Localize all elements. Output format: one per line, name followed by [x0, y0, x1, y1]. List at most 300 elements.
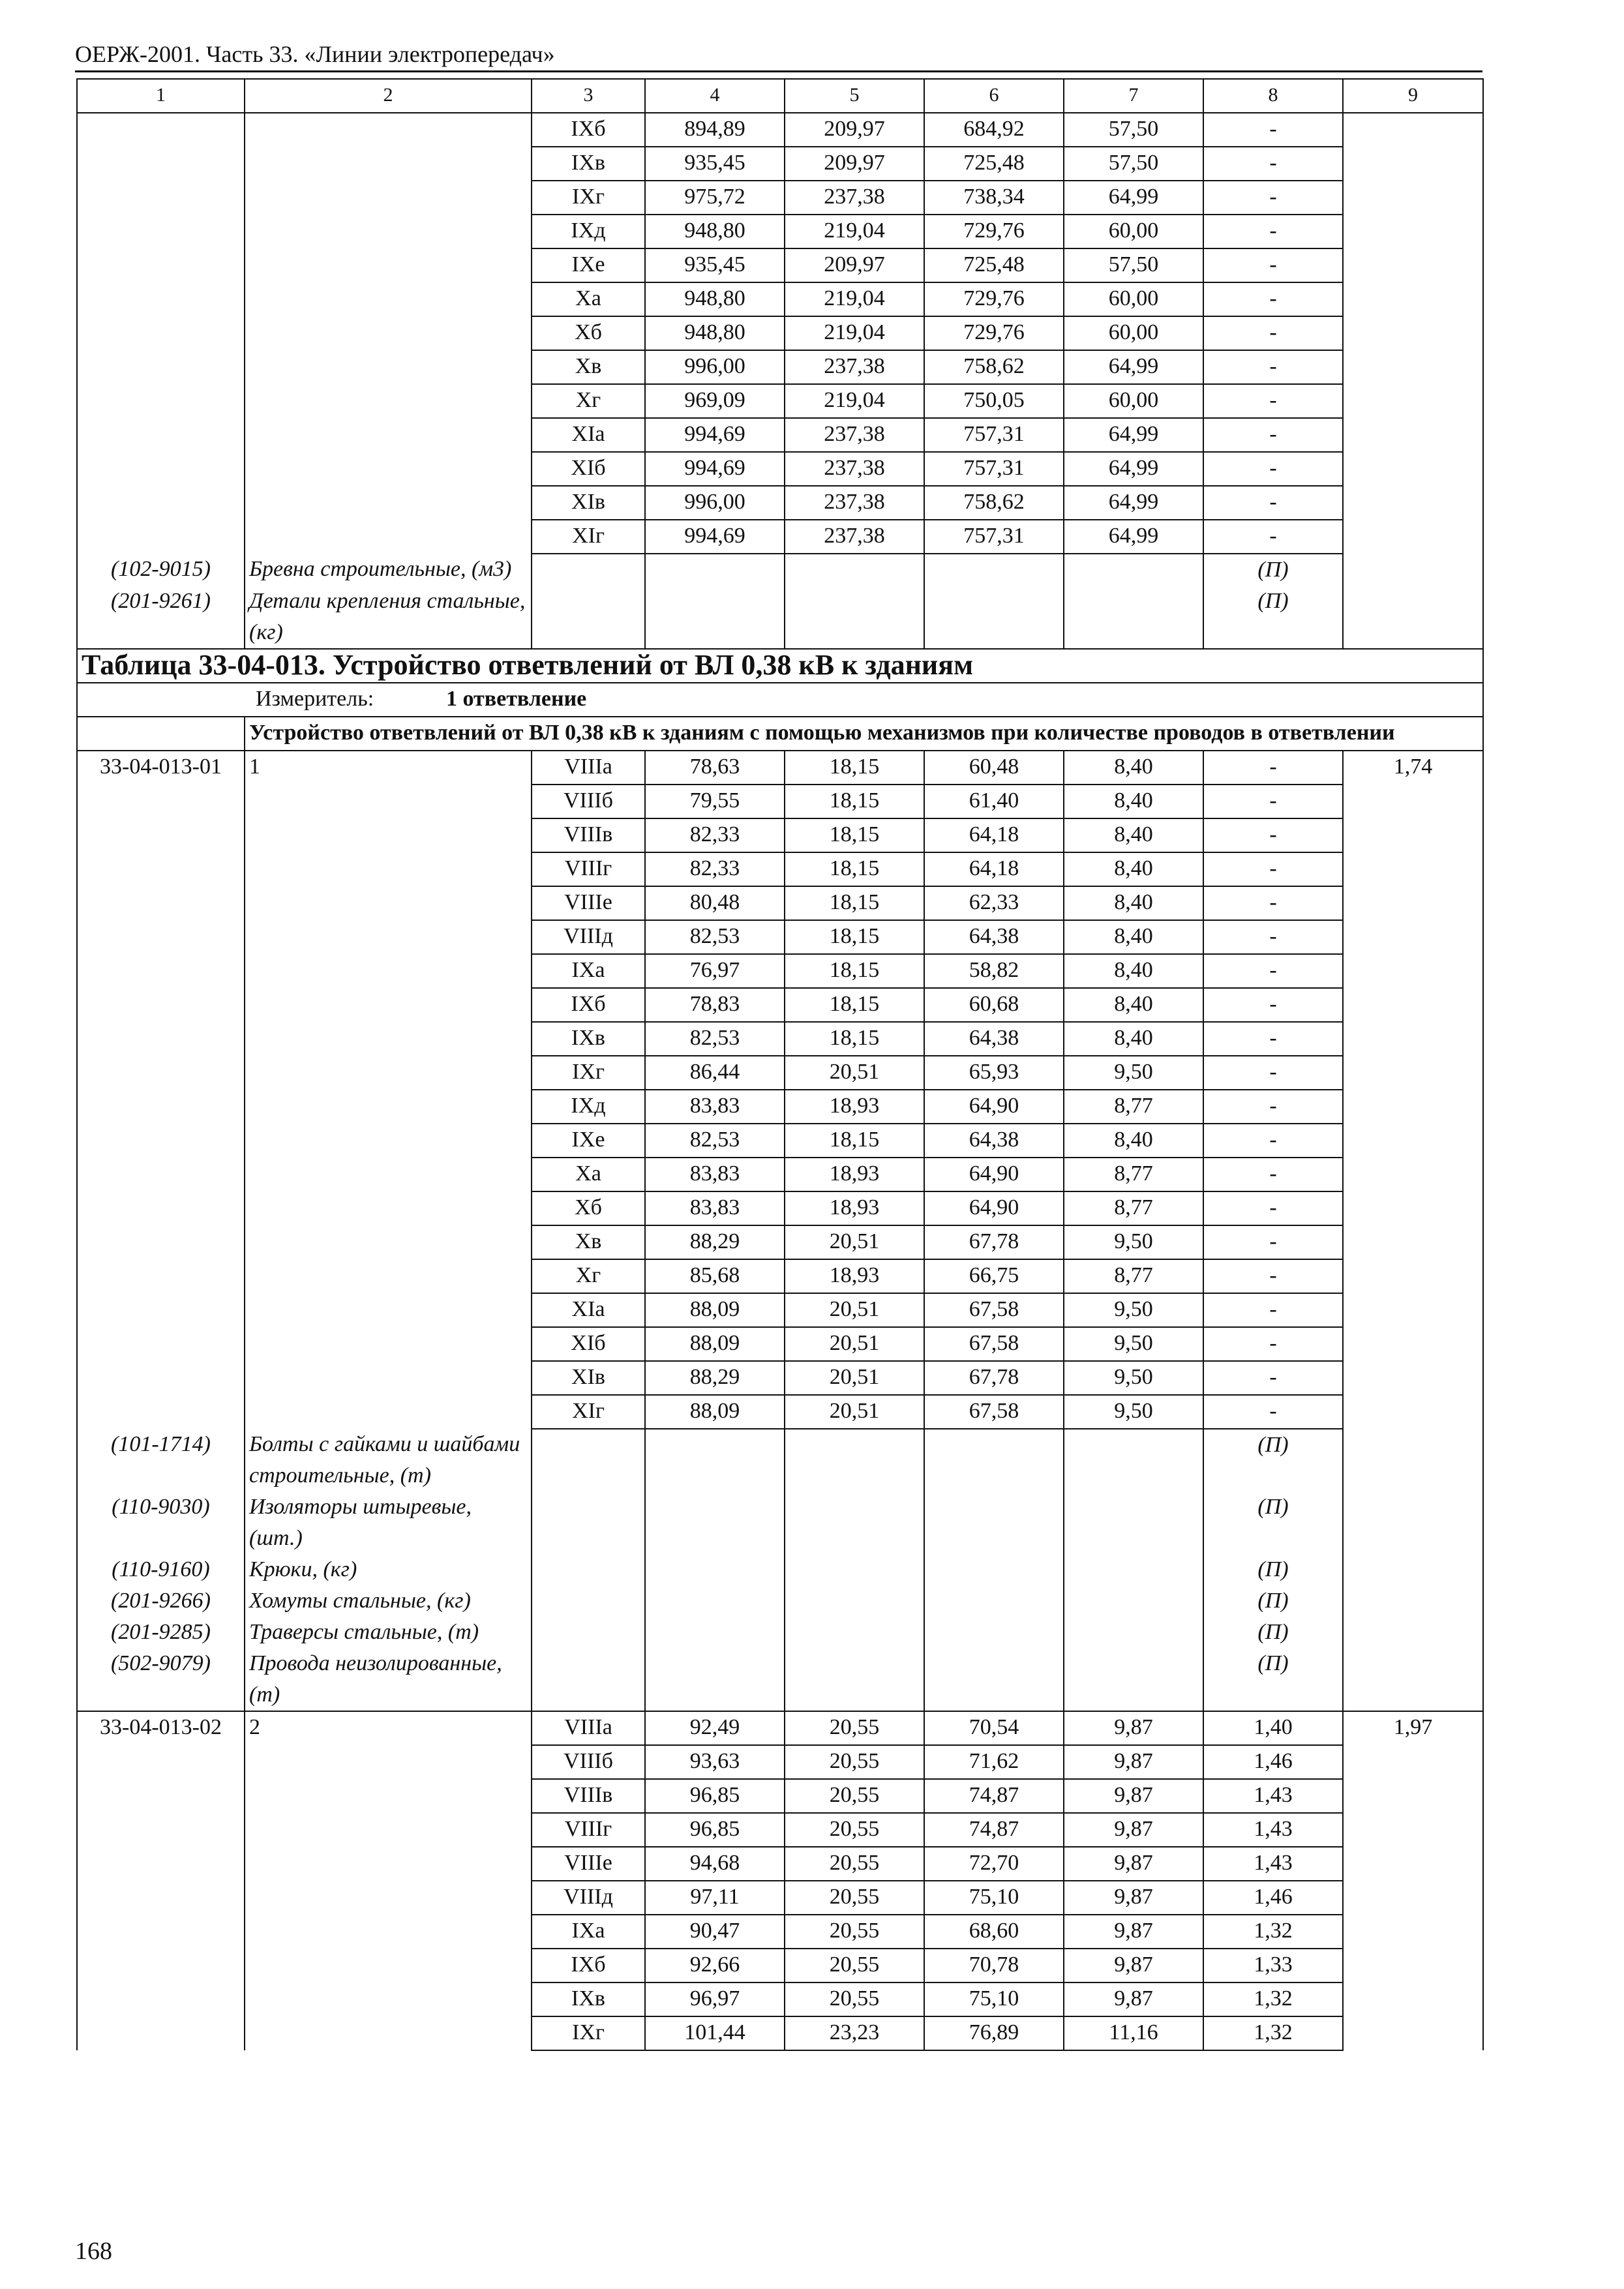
- empty-cell: [245, 1779, 532, 1813]
- region-code: XIг: [532, 520, 645, 554]
- machinists-wages: 9,87: [1064, 1779, 1203, 1813]
- col-header-3: 3: [532, 79, 645, 113]
- materials: -: [1203, 785, 1343, 818]
- materials: -: [1203, 1056, 1343, 1090]
- empty-cell: [1343, 1056, 1483, 1090]
- machines: 750,05: [924, 384, 1064, 418]
- empty-cell: [924, 554, 1064, 586]
- empty-cell: [1343, 920, 1483, 954]
- materials: -: [1203, 486, 1343, 520]
- empty-cell: [245, 215, 532, 248]
- resource-mark: (П): [1203, 1491, 1343, 1554]
- region-code: VIIIг: [532, 1813, 645, 1847]
- region-code: Xв: [532, 350, 645, 384]
- machines: 757,31: [924, 520, 1064, 554]
- machinists-wages: 9,50: [1064, 1361, 1203, 1395]
- resource-code: (201-9261): [77, 586, 245, 649]
- machinists-wages: 8,40: [1064, 954, 1203, 988]
- empty-cell: [1343, 1429, 1483, 1491]
- table-row: [77, 2016, 1483, 2050]
- region-code: XIг: [532, 1395, 645, 1429]
- resource-code: (201-9285): [77, 1617, 245, 1648]
- empty-cell: [1343, 2016, 1483, 2050]
- empty-cell: [924, 1554, 1064, 1585]
- wages: 219,04: [785, 282, 924, 316]
- machines: 61,40: [924, 785, 1064, 818]
- empty-cell: [924, 586, 1064, 649]
- resource-row: [77, 1648, 1483, 1711]
- region-code: Xа: [532, 1158, 645, 1191]
- empty-cell: [1343, 886, 1483, 920]
- resource-row: [77, 1491, 1483, 1554]
- empty-cell: [77, 452, 245, 486]
- resource-row: [77, 554, 1483, 586]
- empty-cell: [645, 1429, 785, 1491]
- wages: 18,15: [785, 818, 924, 852]
- machines: 74,87: [924, 1813, 1064, 1847]
- wages: 237,38: [785, 350, 924, 384]
- table-row: [77, 1191, 1483, 1225]
- region-code: Xв: [532, 1225, 645, 1259]
- region-code: VIIIб: [532, 785, 645, 818]
- table-row: [77, 1158, 1483, 1191]
- measure-cell: [77, 683, 1483, 717]
- labor-cost: 1,74: [1343, 751, 1483, 785]
- materials: -: [1203, 248, 1343, 282]
- empty-cell: [77, 818, 245, 852]
- wages: 209,97: [785, 147, 924, 181]
- table-row: [77, 1982, 1483, 2016]
- machines: 74,87: [924, 1779, 1064, 1813]
- empty-cell: [245, 1395, 532, 1429]
- machines: 60,68: [924, 988, 1064, 1022]
- empty-cell: [1343, 215, 1483, 248]
- machines: 757,31: [924, 418, 1064, 452]
- total-cost: 935,45: [645, 147, 785, 181]
- empty-cell: [77, 886, 245, 920]
- total-cost: 88,09: [645, 1395, 785, 1429]
- empty-cell: [1343, 1617, 1483, 1648]
- empty-cell: [1343, 1648, 1483, 1711]
- empty-cell: [245, 113, 532, 147]
- empty-cell: [77, 1982, 245, 2016]
- machinists-wages: 8,77: [1064, 1259, 1203, 1293]
- empty-cell: [1343, 1745, 1483, 1779]
- resource-mark: (П): [1203, 1585, 1343, 1617]
- table-row: [77, 113, 1483, 147]
- materials: 1,43: [1203, 1813, 1343, 1847]
- machinists-wages: 8,77: [1064, 1158, 1203, 1191]
- table-row: [77, 1813, 1483, 1847]
- region-code: IXе: [532, 1124, 645, 1158]
- header-rule: [75, 70, 1482, 72]
- empty-cell: [245, 316, 532, 350]
- empty-cell: [785, 1585, 924, 1617]
- empty-cell: [77, 1090, 245, 1124]
- empty-cell: [77, 147, 245, 181]
- machines: 70,54: [924, 1711, 1064, 1745]
- empty-cell: [77, 282, 245, 316]
- total-cost: 996,00: [645, 350, 785, 384]
- region-code: VIIIб: [532, 1745, 645, 1779]
- total-cost: 82,53: [645, 1022, 785, 1056]
- empty-cell: [532, 554, 645, 586]
- table-row: [77, 1361, 1483, 1395]
- page-header: ОЕРЖ-2001. Часть 33. «Линии электропередач»: [75, 41, 555, 67]
- empty-cell: [645, 1617, 785, 1648]
- empty-cell: [245, 1982, 532, 2016]
- total-cost: 92,66: [645, 1949, 785, 1982]
- resource-name: Детали крепления стальные, (кг): [245, 586, 532, 649]
- empty-cell: [1064, 1648, 1203, 1711]
- empty-cell: [1343, 1554, 1483, 1585]
- empty-cell: [1343, 113, 1483, 147]
- empty-cell: [1343, 486, 1483, 520]
- wages: 18,15: [785, 1124, 924, 1158]
- empty-cell: [77, 2016, 245, 2050]
- materials: -: [1203, 818, 1343, 852]
- empty-cell: [77, 1881, 245, 1915]
- empty-cell: [245, 1361, 532, 1395]
- resource-code: (102-9015): [77, 554, 245, 586]
- region-code: Xб: [532, 1191, 645, 1225]
- machinists-wages: 8,40: [1064, 785, 1203, 818]
- empty-cell: [245, 2016, 532, 2050]
- empty-cell: [532, 586, 645, 649]
- region-code: Xг: [532, 1259, 645, 1293]
- empty-cell: [245, 886, 532, 920]
- machinists-wages: 57,50: [1064, 113, 1203, 147]
- empty-cell: [1343, 1191, 1483, 1225]
- empty-cell: [77, 181, 245, 215]
- rate-name: 2: [245, 1711, 532, 1745]
- empty-cell: [245, 181, 532, 215]
- materials: -: [1203, 1191, 1343, 1225]
- empty-cell: [77, 1056, 245, 1090]
- wages: 237,38: [785, 520, 924, 554]
- region-code: IXд: [532, 215, 645, 248]
- empty-cell: [1343, 1847, 1483, 1881]
- materials: -: [1203, 751, 1343, 785]
- region-code: IXд: [532, 1090, 645, 1124]
- resource-row: [77, 1429, 1483, 1491]
- empty-cell: [245, 1745, 532, 1779]
- empty-cell: [532, 1554, 645, 1585]
- materials: -: [1203, 316, 1343, 350]
- empty-cell: [245, 1158, 532, 1191]
- resource-row: [77, 1617, 1483, 1648]
- region-code: XIв: [532, 1361, 645, 1395]
- machinists-wages: 64,99: [1064, 418, 1203, 452]
- materials: -: [1203, 452, 1343, 486]
- empty-cell: [645, 1491, 785, 1554]
- measure-row: [77, 683, 1483, 717]
- empty-cell: [77, 785, 245, 818]
- resource-name: Болты с гайками и шайбами строительные, (т): [245, 1429, 532, 1491]
- empty-cell: [245, 1915, 532, 1949]
- resource-mark: (П): [1203, 1617, 1343, 1648]
- machines: 725,48: [924, 147, 1064, 181]
- machinists-wages: 8,40: [1064, 1124, 1203, 1158]
- materials: -: [1203, 852, 1343, 886]
- region-code: XIб: [532, 1327, 645, 1361]
- empty-cell: [1343, 586, 1483, 649]
- machinists-wages: 8,40: [1064, 1022, 1203, 1056]
- machinists-wages: 60,00: [1064, 215, 1203, 248]
- total-cost: 82,53: [645, 1124, 785, 1158]
- total-cost: 894,89: [645, 113, 785, 147]
- empty-cell: [532, 1429, 645, 1491]
- subtitle-row: [77, 717, 1483, 751]
- materials: -: [1203, 1327, 1343, 1361]
- region-code: VIIIе: [532, 1847, 645, 1881]
- empty-cell: [245, 785, 532, 818]
- resource-mark: (П): [1203, 1648, 1343, 1711]
- machines: 64,90: [924, 1191, 1064, 1225]
- empty-cell: [77, 350, 245, 384]
- region-code: VIIIд: [532, 1881, 645, 1915]
- region-code: IXг: [532, 1056, 645, 1090]
- resource-mark: (П): [1203, 586, 1343, 649]
- empty-cell: [1064, 1429, 1203, 1491]
- wages: 18,15: [785, 886, 924, 920]
- resource-code: (101-1714): [77, 1429, 245, 1491]
- total-cost: 83,83: [645, 1158, 785, 1191]
- resource-row: [77, 586, 1483, 649]
- table-row: [77, 1881, 1483, 1915]
- empty-cell: [1064, 1491, 1203, 1554]
- machinists-wages: 8,77: [1064, 1191, 1203, 1225]
- machines: 62,33: [924, 886, 1064, 920]
- machinists-wages: 9,50: [1064, 1293, 1203, 1327]
- machines: 738,34: [924, 181, 1064, 215]
- region-code: IXг: [532, 2016, 645, 2050]
- empty-cell: [245, 1191, 532, 1225]
- col-header-4: 4: [645, 79, 785, 113]
- empty-cell: [77, 920, 245, 954]
- materials: 1,32: [1203, 1982, 1343, 2016]
- empty-cell: [645, 1585, 785, 1617]
- wages: 23,23: [785, 2016, 924, 2050]
- machines: 757,31: [924, 452, 1064, 486]
- total-cost: 79,55: [645, 785, 785, 818]
- materials: -: [1203, 1124, 1343, 1158]
- total-cost: 83,83: [645, 1090, 785, 1124]
- empty-cell: [785, 1554, 924, 1585]
- empty-cell: [77, 215, 245, 248]
- materials: -: [1203, 1225, 1343, 1259]
- empty-cell: [245, 248, 532, 282]
- total-cost: 76,97: [645, 954, 785, 988]
- wages: 18,93: [785, 1191, 924, 1225]
- empty-cell: [245, 954, 532, 988]
- machinists-wages: 60,00: [1064, 384, 1203, 418]
- wages: 20,55: [785, 1745, 924, 1779]
- total-cost: 994,69: [645, 418, 785, 452]
- table-row: [77, 384, 1483, 418]
- materials: -: [1203, 384, 1343, 418]
- machines: 729,76: [924, 316, 1064, 350]
- machinists-wages: 9,87: [1064, 1982, 1203, 2016]
- machinists-wages: 8,40: [1064, 818, 1203, 852]
- empty-cell: [77, 1124, 245, 1158]
- machinists-wages: 9,87: [1064, 1813, 1203, 1847]
- materials: 1,46: [1203, 1745, 1343, 1779]
- machines: 70,78: [924, 1949, 1064, 1982]
- empty-cell: [245, 1225, 532, 1259]
- table-row: [77, 282, 1483, 316]
- region-code: VIIIг: [532, 852, 645, 886]
- wages: 237,38: [785, 486, 924, 520]
- machinists-wages: 8,40: [1064, 852, 1203, 886]
- machines: 67,58: [924, 1327, 1064, 1361]
- empty-cell: [1064, 1554, 1203, 1585]
- empty-cell: [77, 1361, 245, 1395]
- table-row: [77, 418, 1483, 452]
- region-code: IXг: [532, 181, 645, 215]
- machines: 67,78: [924, 1225, 1064, 1259]
- machinists-wages: 64,99: [1064, 486, 1203, 520]
- table-row: [77, 785, 1483, 818]
- empty-cell: [1343, 1491, 1483, 1554]
- wages: 18,93: [785, 1259, 924, 1293]
- labor-cost: 1,97: [1343, 1711, 1483, 1745]
- empty-cell: [924, 1429, 1064, 1491]
- machinists-wages: 9,50: [1064, 1225, 1203, 1259]
- table-row: [77, 920, 1483, 954]
- table-row: [77, 1225, 1483, 1259]
- wages: 18,15: [785, 1022, 924, 1056]
- machines: 75,10: [924, 1982, 1064, 2016]
- region-code: IXа: [532, 954, 645, 988]
- empty-cell: [245, 486, 532, 520]
- col-header-1: 1: [77, 79, 245, 113]
- region-code: Xб: [532, 316, 645, 350]
- empty-cell: [245, 452, 532, 486]
- machinists-wages: 57,50: [1064, 248, 1203, 282]
- empty-cell: [77, 1915, 245, 1949]
- empty-cell: [245, 1813, 532, 1847]
- empty-cell: [1343, 1949, 1483, 1982]
- resource-code: (110-9160): [77, 1554, 245, 1585]
- region-code: IXе: [532, 248, 645, 282]
- machines: 64,38: [924, 920, 1064, 954]
- machines: 65,93: [924, 1056, 1064, 1090]
- wages: 18,93: [785, 1158, 924, 1191]
- machinists-wages: 64,99: [1064, 452, 1203, 486]
- table-row: [77, 1395, 1483, 1429]
- table-row: [77, 181, 1483, 215]
- empty-cell: [1343, 1158, 1483, 1191]
- table-title-row: [77, 649, 1483, 683]
- table-row: [77, 1259, 1483, 1293]
- empty-cell: [245, 418, 532, 452]
- resource-code: (201-9266): [77, 1585, 245, 1617]
- total-cost: 96,85: [645, 1779, 785, 1813]
- empty-cell: [245, 1327, 532, 1361]
- resource-name: Хомуты стальные, (кг): [245, 1585, 532, 1617]
- empty-cell: [77, 1779, 245, 1813]
- wages: 18,93: [785, 1090, 924, 1124]
- resource-name: Бревна строительные, (м3): [245, 554, 532, 586]
- machinists-wages: 9,87: [1064, 1949, 1203, 1982]
- materials: -: [1203, 886, 1343, 920]
- table-subtitle: Устройство ответвлений от ВЛ 0,38 кВ к зданиям с помощью механизмов при количестве проводов в ответвлении: [245, 717, 1483, 751]
- machines: 67,58: [924, 1293, 1064, 1327]
- empty-cell: [245, 920, 532, 954]
- resource-row: [77, 1554, 1483, 1585]
- empty-cell: [77, 1813, 245, 1847]
- empty-cell: [77, 1395, 245, 1429]
- machines: 76,89: [924, 2016, 1064, 2050]
- empty-cell: [1343, 1779, 1483, 1813]
- region-code: IXв: [532, 147, 645, 181]
- resource-mark: (П): [1203, 1429, 1343, 1491]
- empty-cell: [1343, 282, 1483, 316]
- total-cost: 86,44: [645, 1056, 785, 1090]
- total-cost: 948,80: [645, 316, 785, 350]
- table-row: [77, 852, 1483, 886]
- machinists-wages: 9,87: [1064, 1847, 1203, 1881]
- materials: -: [1203, 920, 1343, 954]
- materials: -: [1203, 181, 1343, 215]
- machinists-wages: 64,99: [1064, 350, 1203, 384]
- empty-cell: [1343, 554, 1483, 586]
- wages: 18,15: [785, 988, 924, 1022]
- wages: 20,55: [785, 1847, 924, 1881]
- table-title: Таблица 33-04-013. Устройство ответвлений от ВЛ 0,38 кВ к зданиям: [77, 649, 1483, 683]
- wages: 20,55: [785, 1881, 924, 1915]
- empty-cell: [1343, 1813, 1483, 1847]
- total-cost: 80,48: [645, 886, 785, 920]
- machinists-wages: 57,50: [1064, 147, 1203, 181]
- empty-cell: [1343, 181, 1483, 215]
- wages: 20,51: [785, 1056, 924, 1090]
- empty-cell: [1343, 147, 1483, 181]
- machines: 758,62: [924, 350, 1064, 384]
- empty-cell: [785, 1491, 924, 1554]
- region-code: XIв: [532, 486, 645, 520]
- resource-name: Крюки, (кг): [245, 1554, 532, 1585]
- resource-name: Изоляторы штыревые, (шт.): [245, 1491, 532, 1554]
- empty-cell: [77, 1191, 245, 1225]
- rate-code: 33-04-013-01: [77, 751, 245, 785]
- empty-cell: [645, 554, 785, 586]
- region-code: IXв: [532, 1982, 645, 2016]
- empty-cell: [245, 1022, 532, 1056]
- table-row: [77, 818, 1483, 852]
- machinists-wages: 9,87: [1064, 1915, 1203, 1949]
- empty-cell: [1343, 384, 1483, 418]
- machinists-wages: 9,87: [1064, 1881, 1203, 1915]
- wages: 18,15: [785, 954, 924, 988]
- wages: 20,51: [785, 1327, 924, 1361]
- empty-cell: [245, 1056, 532, 1090]
- region-code: IXа: [532, 1915, 645, 1949]
- total-cost: 88,09: [645, 1327, 785, 1361]
- table-row: [77, 248, 1483, 282]
- empty-cell: [645, 1648, 785, 1711]
- table-row: [77, 486, 1483, 520]
- empty-cell: [532, 1648, 645, 1711]
- materials: -: [1203, 418, 1343, 452]
- materials: 1,43: [1203, 1847, 1343, 1881]
- empty-cell: [77, 418, 245, 452]
- empty-cell: [1343, 1225, 1483, 1259]
- empty-cell: [1064, 554, 1203, 586]
- machinists-wages: 11,16: [1064, 2016, 1203, 2050]
- rates-table-body: [77, 79, 1483, 2050]
